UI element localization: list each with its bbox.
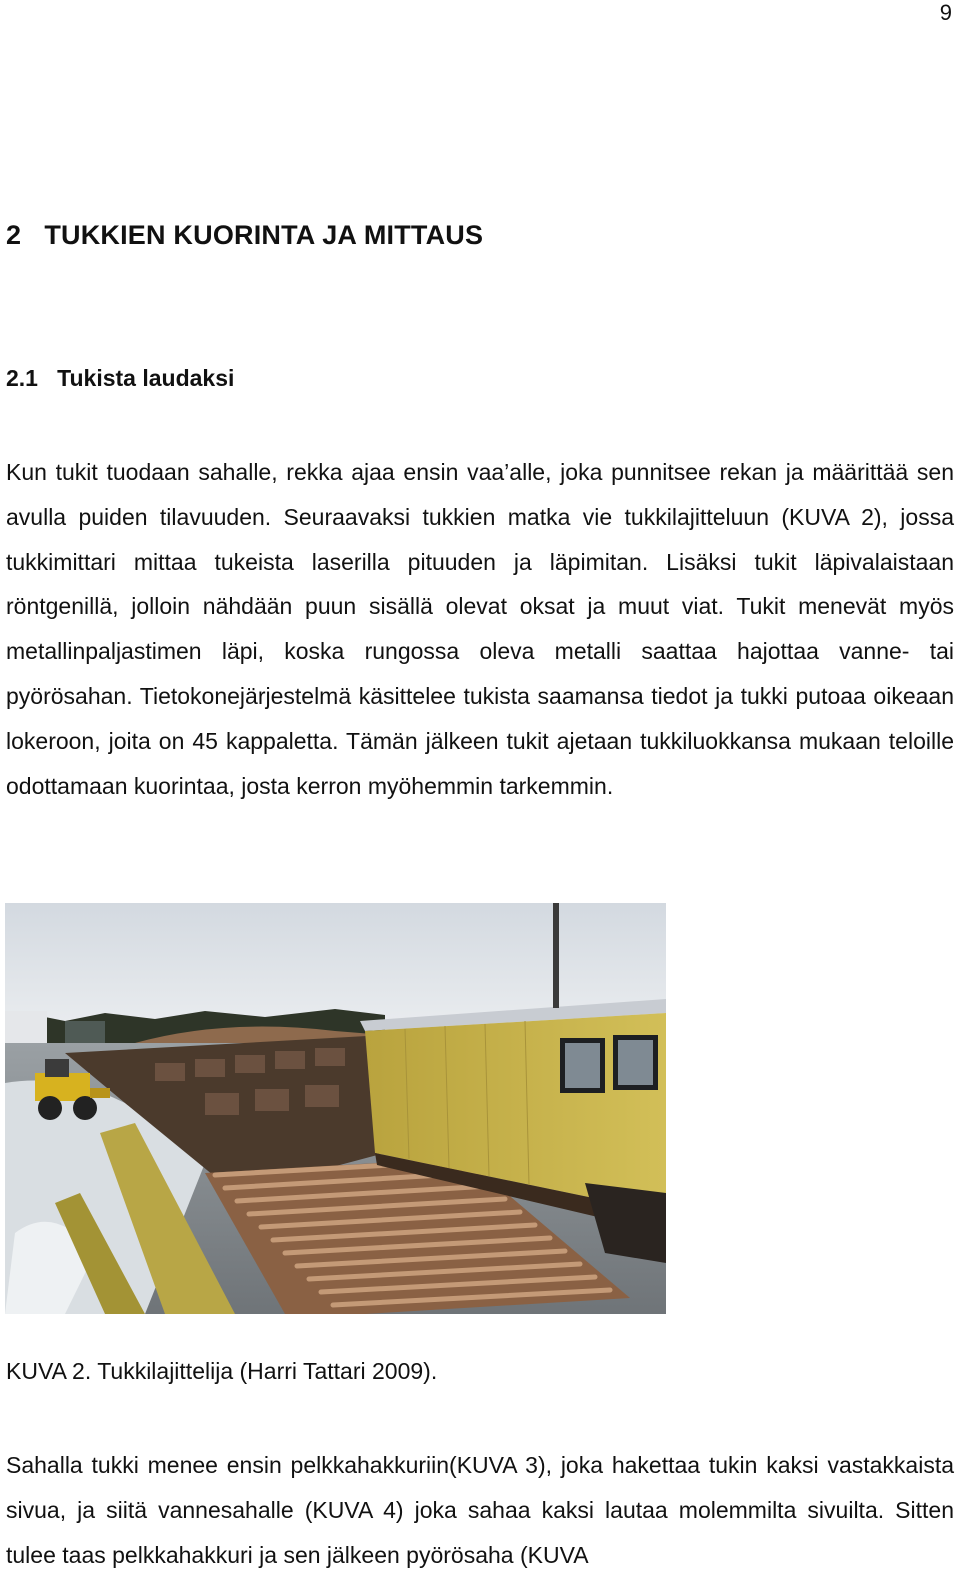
white-shed xyxy=(5,1011,47,1043)
pole xyxy=(553,903,559,1008)
section-heading: 2.1 Tukista laudaksi xyxy=(6,365,235,391)
chapter-heading: 2 TUKKIEN KUORINTA JA MITTAUS xyxy=(6,220,484,250)
page-number: 9 xyxy=(939,0,952,25)
figure-caption: KUVA 2. Tukkilajittelija (Harri Tattari 2009). xyxy=(6,1358,438,1384)
body-paragraph: Sahalla tukki menee ensin pelkkahakkuriin(KUVA 3), joka hakettaa tukin kaksi vastakkaista sivua, ja siitä vannesahalle (KUVA 4) joka sahaa kaksi lautaa molemmilta sivuilta. Sitten tulee taas pelkkahakkuri ja sen jälkeen pyörösaha (KUVA xyxy=(6,1452,954,1568)
log-sorting-photo xyxy=(5,903,666,1314)
body-paragraph: Kun tukit tuodaan sahalle, rekka ajaa ensin vaa’alle, joka punnitsee rekan ja määrittää sen avulla puiden tilavuuden. Seuraavaksi tukkien matka vie tukkilajitteluun (KUVA 2), jossa tukkimittari mittaa tukeista laserilla pituuden ja läpimitan. Lisäksi tukit läpivalaistaan röntgenillä, jolloin nähdään puun sisällä olevat oksat ja muut viat. Tukit menevät myös metallinpaljastimen läpi, koska rungossa oleva metalli saattaa hajottaa vanne- tai pyörösahan. Tietokonejärjestelmä käsittelee tukista saamansa tiedot ja tukki putoaa oikeaan lokeroon, joita on 45 kappaletta. Tämän jälkeen tukit ajetaan tukkiluokkansa mukaan teloille odottamaan kuorintaa, josta kerron myöhemmin tarkemmin. xyxy=(6,459,954,799)
